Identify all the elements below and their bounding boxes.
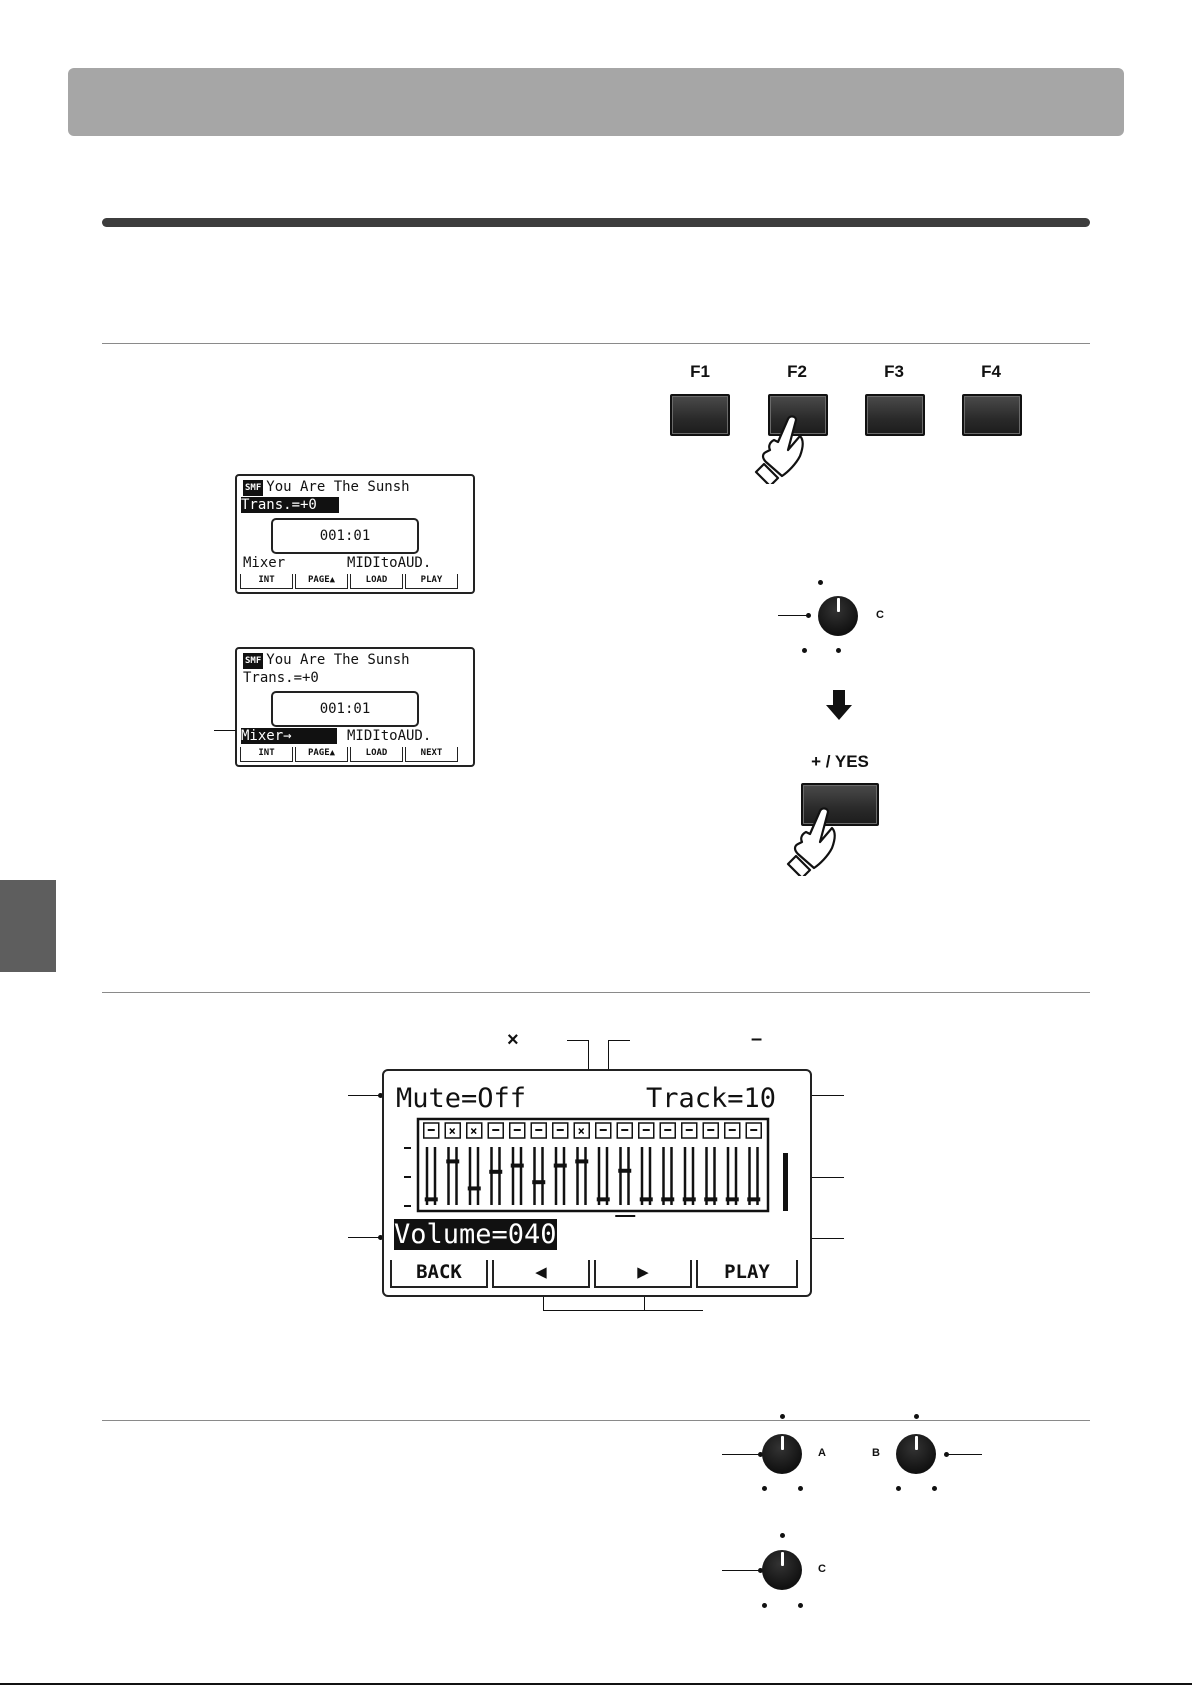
fader-cap xyxy=(489,1170,502,1174)
fader-rail xyxy=(512,1147,515,1205)
chapter-tab xyxy=(0,880,56,972)
knob-a-icon[interactable] xyxy=(762,1434,802,1474)
track-on-mark xyxy=(686,1129,693,1131)
fader-rail xyxy=(713,1147,716,1205)
midi-to-audio-label: MIDItoAUD. xyxy=(347,728,432,744)
song-position: 001:01 xyxy=(271,691,419,727)
knob-c-bottom-label: C xyxy=(818,1563,826,1575)
lcd-song-screen xyxy=(235,474,475,594)
fader-rail xyxy=(756,1147,759,1205)
fader-cap xyxy=(554,1164,567,1168)
fader-rail xyxy=(541,1147,544,1205)
back-button[interactable]: BACK xyxy=(390,1260,488,1288)
fn-int: INT xyxy=(240,747,293,762)
fader-rail xyxy=(627,1147,630,1205)
level-tick xyxy=(404,1147,411,1149)
fader-rail xyxy=(619,1147,622,1205)
fn-load: LOAD xyxy=(350,574,403,589)
arrow-down-icon xyxy=(826,690,852,720)
track-on-mark xyxy=(492,1129,499,1131)
track-on-mark xyxy=(600,1129,607,1131)
play-button[interactable]: PLAY xyxy=(696,1260,798,1288)
fn-load: LOAD xyxy=(350,747,403,762)
fader-rail xyxy=(649,1147,652,1205)
divider-2 xyxy=(102,992,1090,993)
page-header-band xyxy=(68,68,1124,136)
knob-c-icon[interactable] xyxy=(818,596,858,636)
fader-cap xyxy=(683,1197,696,1201)
next-track-button[interactable]: ▶ xyxy=(594,1260,692,1288)
fader-cap xyxy=(640,1197,653,1201)
fader-cap xyxy=(704,1197,717,1201)
fader-cap xyxy=(661,1197,674,1201)
fader-rail xyxy=(662,1147,665,1205)
transpose-param: Trans.=+0 xyxy=(241,497,339,513)
smf-badge: SMF xyxy=(243,653,263,669)
fn-play: PLAY xyxy=(405,574,458,589)
fader-rail xyxy=(555,1147,558,1205)
selected-track-indicator xyxy=(615,1215,635,1217)
level-tick xyxy=(404,1176,411,1178)
fader-cap xyxy=(532,1180,545,1184)
callout-leader xyxy=(214,730,236,731)
f1-button[interactable] xyxy=(670,394,730,436)
smf-badge: SMF xyxy=(243,480,263,496)
fader-rail xyxy=(641,1147,644,1205)
track-on-mark xyxy=(535,1129,542,1131)
fader-rail xyxy=(692,1147,695,1205)
fader-bank xyxy=(384,1117,810,1217)
fader-rail xyxy=(576,1147,579,1205)
knob-c-label: C xyxy=(876,609,884,621)
volume-param: Volume=040 xyxy=(394,1219,557,1250)
knob-b-label: B xyxy=(872,1447,880,1459)
song-title: You Are The Sunsh xyxy=(266,652,410,668)
press-finger-icon xyxy=(780,804,844,876)
fader-rail xyxy=(670,1147,673,1205)
fader-rail xyxy=(490,1147,493,1205)
track-on-mark xyxy=(643,1129,650,1131)
fader-rail xyxy=(598,1147,601,1205)
track-on-mark xyxy=(707,1129,714,1131)
fader-cap xyxy=(726,1197,739,1201)
fader-rail xyxy=(606,1147,609,1205)
fader-rail xyxy=(563,1147,566,1205)
track-muted-mark: × xyxy=(577,1124,585,1138)
fader-rail xyxy=(727,1147,730,1205)
yes-key-label: + / YES xyxy=(811,752,869,771)
muted-legend-icon: × xyxy=(507,1029,519,1051)
fader-rail xyxy=(748,1147,751,1205)
track-on-mark xyxy=(729,1129,736,1131)
fader-cap xyxy=(468,1186,481,1190)
knob-b-icon[interactable] xyxy=(896,1434,936,1474)
fader-rail xyxy=(705,1147,708,1205)
track-on-mark xyxy=(664,1129,671,1131)
fader-cap xyxy=(747,1197,760,1201)
press-finger-icon xyxy=(748,412,812,484)
f4-label: F4 xyxy=(981,362,1001,381)
fader-rail xyxy=(498,1147,501,1205)
section-title-bar xyxy=(102,218,1090,227)
on-legend-icon: – xyxy=(751,1028,763,1050)
knob-c-bottom-icon[interactable] xyxy=(762,1550,802,1590)
knob-a-label: A xyxy=(818,1447,826,1459)
f1-label: F1 xyxy=(690,362,710,381)
fader-rail xyxy=(533,1147,536,1205)
fader-rail xyxy=(520,1147,523,1205)
fader-cap xyxy=(446,1159,459,1163)
fn-next: NEXT xyxy=(405,747,458,762)
fader-rail xyxy=(469,1147,472,1205)
level-tick xyxy=(404,1205,411,1207)
mixer-label: Mixer xyxy=(243,555,286,571)
track-on-mark xyxy=(621,1129,628,1131)
prev-track-button[interactable]: ◀ xyxy=(492,1260,590,1288)
lcd-mixer-select-screen xyxy=(235,647,475,767)
fader-cap xyxy=(618,1169,631,1173)
mute-status: Mute=Off xyxy=(396,1083,527,1114)
fn-page: PAGE▲ xyxy=(295,747,348,762)
fader-rail xyxy=(584,1147,587,1205)
mixer-lcd-screen xyxy=(382,1069,812,1297)
track-on-mark xyxy=(750,1129,757,1131)
track-number: Track=10 xyxy=(646,1083,777,1114)
f3-button[interactable] xyxy=(865,394,925,436)
volume-meter xyxy=(783,1153,788,1211)
fader-rail xyxy=(455,1147,458,1205)
fader-cap xyxy=(425,1197,438,1201)
fn-int: INT xyxy=(240,574,293,589)
track-muted-mark: × xyxy=(448,1124,456,1138)
divider-1 xyxy=(102,343,1090,344)
divider-3 xyxy=(102,1420,1090,1421)
fader-rail xyxy=(735,1147,738,1205)
song-position: 001:01 xyxy=(271,518,419,554)
fader-rail xyxy=(477,1147,480,1205)
song-title: You Are The Sunsh xyxy=(266,479,410,495)
track-on-mark xyxy=(557,1129,564,1131)
f4-button[interactable] xyxy=(962,394,1022,436)
track-muted-mark: × xyxy=(470,1124,478,1138)
fader-rail xyxy=(447,1147,450,1205)
transpose-param: Trans.=+0 xyxy=(243,670,319,686)
fn-page: PAGE▲ xyxy=(295,574,348,589)
track-on-mark xyxy=(514,1129,521,1131)
f3-label: F3 xyxy=(884,362,904,381)
fader-rail xyxy=(684,1147,687,1205)
mixer-label-selected: Mixer→ xyxy=(241,728,337,744)
midi-to-audio-label: MIDItoAUD. xyxy=(347,555,432,571)
track-on-mark xyxy=(428,1129,435,1131)
fader-cap xyxy=(597,1197,610,1201)
fader-rail xyxy=(426,1147,429,1205)
fader-cap xyxy=(511,1164,524,1168)
knob-leader xyxy=(778,615,808,616)
fader-cap xyxy=(575,1159,588,1163)
f2-label: F2 xyxy=(787,362,807,381)
fader-rail xyxy=(434,1147,437,1205)
